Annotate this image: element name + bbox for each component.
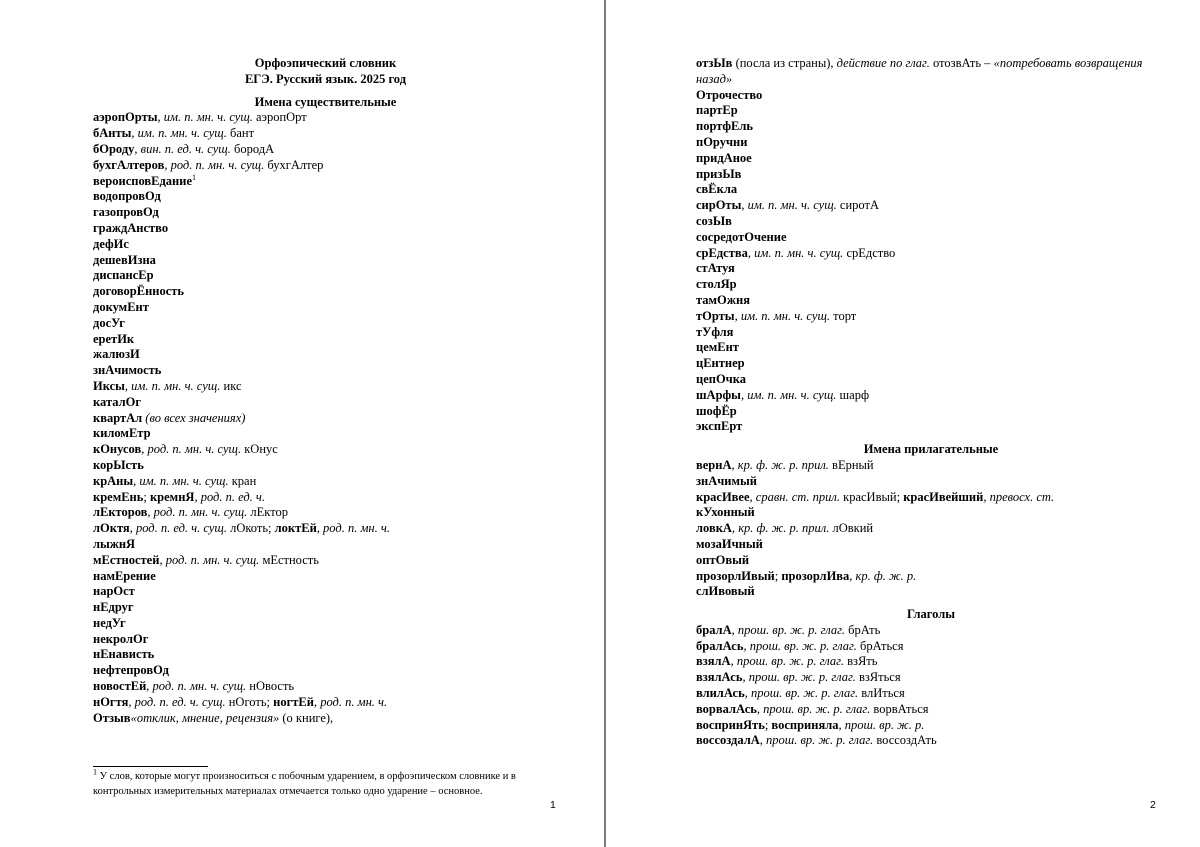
page-2-content [696,56,1166,749]
dictionary-entry [696,198,1166,214]
entry-word: срЕдства [696,245,748,260]
dictionary-entry [93,316,558,332]
entry-note: , род. п. ед. ч. сущ. [129,521,227,536]
entry-plain: аэропОрт [252,110,307,125]
entry-word: локтЕй [274,521,317,536]
entry-word: мЕстностей [93,552,160,567]
dictionary-entry [696,505,1166,521]
entry-plain: (о книге), [279,710,334,725]
entry-plain: взЯться [855,670,901,685]
entry-word: взялАсь [696,670,743,685]
dictionary-entry [93,268,558,284]
entry-note: , прош. вр. ж. р. глаг. [756,701,871,716]
dictionary-entry [93,553,558,569]
entry-word: досУг [93,315,125,330]
dictionary-entry [93,300,558,316]
noun-entry-list-continued [696,56,1166,435]
dictionary-entry [696,340,1166,356]
entry-word: свЁкла [696,182,738,197]
dictionary-entry [93,695,558,711]
dictionary-entry [93,711,558,727]
dictionary-entry [93,363,558,379]
entry-plain: нОготь; [225,694,274,709]
dictionary-entry [696,293,1166,309]
entry-note: , им. п. мн. ч. сущ. [124,378,221,393]
entry-note: , кр. ф. ж. р. прил. [731,521,830,536]
entry-word: оптОвый [696,552,750,567]
entry-plain: отозвАть – [929,56,994,70]
entry-word: договорЁнность [93,284,185,299]
entry-word: слИвовый [696,584,755,599]
entry-note: , род. п. мн. ч. [313,694,388,709]
page-2 [606,0,1200,847]
entry-word: докумЕнт [93,299,149,314]
dictionary-entry [93,332,558,348]
entry-word: нЕнависть [93,647,155,662]
dictionary-entry [93,569,558,585]
entry-word: портфЕль [696,119,753,134]
entry-word: сосредотОчение [696,229,787,244]
dictionary-entry [696,686,1166,702]
entry-word: тУфля [696,324,734,339]
entry-note: , род. п. мн. ч. сущ. [146,679,247,694]
entry-plain: бородА [230,141,275,156]
dictionary-entry [696,135,1166,151]
dictionary-entry [93,379,558,395]
entry-word: крАны [93,473,134,488]
entry-word: квартАл [93,410,143,425]
dictionary-entry [696,309,1166,325]
entry-word: кУхонный [696,505,755,520]
dictionary-entry [93,537,558,553]
entry-plain: брАть [845,622,881,637]
dictionary-entry [696,521,1166,537]
entry-note: , им. п. мн. ч. сущ. [741,198,837,213]
entry-plain: мЕстность [259,552,319,567]
entry-word: корЫсть [93,457,144,472]
entry-note: , род. п. мн. ч. сущ. [159,552,260,567]
entry-note: «потребовать возвращения назад» [696,56,1143,86]
dictionary-entry [696,88,1166,104]
entry-word: диспансЕр [93,268,154,283]
dictionary-entry [93,521,558,537]
entry-note: , сравн. ст. прил. [749,489,841,504]
footnote-marker: 1 [93,767,97,777]
entry-note: , им. п. мн. ч. сущ. [133,473,229,488]
entry-plain: ; [143,489,150,504]
dictionary-entry [696,490,1166,506]
entry-word: партЕр [696,103,738,118]
dictionary-entry [93,142,558,158]
entry-note: , род. п. ед. ч. сущ. [128,694,226,709]
entry-plain: торт [830,308,857,323]
entry-word: влилАсь [696,686,745,701]
entry-word: шофЁр [696,403,737,418]
dictionary-entry [93,474,558,490]
entry-plain: лОвкий [829,521,874,536]
page-number: 2 [1150,799,1156,811]
entry-word: нарОст [93,584,135,599]
entry-word: ворвалАсь [696,701,757,716]
dictionary-entry [696,119,1166,135]
entry-word: бралА [696,622,732,637]
entry-word: прозорлИвый [696,568,775,583]
entry-plain: кОнус [241,442,278,457]
entry-word: нефтепровОд [93,663,169,678]
entry-word: граждАнство [93,220,169,235]
entry-note: , им. п. мн. ч. сущ. [740,387,837,402]
entry-note: (во всех значениях) [142,410,246,425]
entry-word: дефИс [93,236,129,251]
dictionary-entry [696,670,1166,686]
entry-word: недУг [93,615,126,630]
entry-word: восприняла [771,717,839,732]
entry-note: , превосх. ст. [983,489,1055,504]
entry-word: знАчимость [93,363,162,378]
entry-word: стАтуя [696,261,735,276]
dictionary-entry [696,388,1166,404]
entry-word: цепОчка [696,371,746,386]
entry-word: вероисповЕдание [93,173,193,188]
dictionary-entry [696,718,1166,734]
dictionary-entry [696,553,1166,569]
entry-word: вернА [696,457,732,472]
entry-word: новостЕй [93,679,147,694]
entry-plain: ; [764,717,772,732]
entry-note: , прош. вр. ж. р. глаг. [759,733,874,748]
dictionary-entry [93,189,558,205]
dictionary-entry [696,103,1166,119]
entry-word: намЕрение [93,568,156,583]
title-line-1: Орфоэпический словник [254,56,397,70]
dictionary-entry [696,356,1166,372]
dictionary-entry [93,442,558,458]
entry-word: цемЕнт [696,340,739,355]
entry-word: кОнусов [93,442,142,457]
dictionary-entry [696,246,1166,262]
entry-word: аэропОрты [93,110,158,125]
dictionary-entry [93,284,558,300]
entry-plain: брАться [856,638,904,653]
entry-word: пОручни [696,134,748,149]
dictionary-entry [93,347,558,363]
noun-entry-list [93,110,558,726]
entry-note: , род. п. мн. ч. сущ. [141,442,242,457]
entry-word: некролОг [93,631,149,646]
entry-word: сирОты [696,198,742,213]
footnote-separator [93,766,208,767]
document-title [93,56,558,88]
entry-word: бухгАлтеров [93,157,165,172]
page-1-content [93,56,558,726]
dictionary-entry [696,56,1166,88]
entry-word: шАрфы [696,387,741,402]
dictionary-entry [93,158,558,174]
entry-note: «отклик, мнение, рецензия» [130,710,280,725]
entry-plain: ; [774,568,782,583]
entry-word: бАнты [93,126,132,141]
dictionary-entry [696,372,1166,388]
entry-plain: нОвость [246,679,295,694]
dictionary-entry [93,411,558,427]
entry-plain: бухгАлтер [264,157,324,172]
page-number: 1 [550,799,556,811]
entry-word: нОгтя [93,694,129,709]
dictionary-entry [93,395,558,411]
entry-note: , род. п. мн. ч. [316,521,390,536]
entry-plain: сиротА [836,198,879,213]
entry-plain: ворвАться [870,701,929,716]
entry-word: газопровОд [93,205,159,220]
entry-note: , им. п. мн. ч. сущ. [157,110,253,125]
entry-word: Отрочество [696,87,763,102]
dictionary-entry [93,174,558,190]
entry-word: жалюзИ [93,347,140,362]
entry-word: взялА [696,654,731,669]
dictionary-entry [696,419,1166,435]
entry-word: Отзыв [93,710,131,725]
dictionary-entry [93,221,558,237]
entry-word: цЕнтнер [696,356,745,371]
dictionary-entry [696,639,1166,655]
entry-word: экспЕрт [696,419,743,434]
entry-note: , вин. п. ед. ч. сущ. [134,141,231,156]
entry-plain: срЕдство [843,245,896,260]
entry-note: , им. п. мн. ч. сущ. [131,126,227,141]
entry-plain: взЯть [843,654,878,669]
entry-note: , прош. вр. ж. р. глаг. [744,686,859,701]
dictionary-entry [696,702,1166,718]
entry-plain: икс [220,378,242,393]
dictionary-entry [93,205,558,221]
section-heading-nouns: Имена существительные [254,94,397,109]
dictionary-entry [93,458,558,474]
entry-word: лыжнЯ [93,536,136,551]
footnote-reference: 1 [192,172,197,182]
entry-word: еретИк [93,331,135,346]
entry-word: мозаИчный [696,536,763,551]
entry-note: , прош. вр. ж. р. [838,717,925,732]
entry-note: , им. п. мн. ч. сущ. [734,308,831,323]
entry-word: Иксы [93,378,125,393]
entry-word: столЯр [696,277,737,292]
dictionary-entry [696,623,1166,639]
entry-word: ногтЕй [273,694,314,709]
dictionary-entry [93,584,558,600]
entry-word: киломЕтр [93,426,151,441]
entry-plain: шарф [836,387,870,402]
dictionary-entry [93,126,558,142]
entry-plain: вЕрный [828,457,874,472]
dictionary-entry [93,647,558,663]
adjective-entry-list [696,458,1166,600]
dictionary-entry [696,537,1166,553]
entry-note: , прош. вр. ж. р. глаг. [742,670,856,685]
entry-word: дешевИзна [93,252,156,267]
dictionary-entry [696,214,1166,230]
dictionary-entry [696,404,1166,420]
dictionary-entry [93,110,558,126]
entry-word: созЫв [696,213,732,228]
dictionary-entry [696,474,1166,490]
entry-word: красИвее [696,489,750,504]
entry-plain: кран [228,473,257,488]
dictionary-entry [93,426,558,442]
entry-note: действие по глаг. [836,56,930,70]
entry-word: отзЫв [696,56,733,70]
entry-note: , род. п. ед. ч. [194,489,265,504]
entry-word: воссоздалА [696,733,760,748]
entry-word: воспринЯть [696,717,765,732]
dictionary-entry [696,458,1166,474]
entry-word: бралАсь [696,638,744,653]
entry-plain: лОкоть; [226,521,275,536]
dictionary-entry [696,584,1166,600]
entry-word: водопровОд [93,189,161,204]
entry-plain: красИвый; [840,489,904,504]
entry-note: , им. п. мн. ч. сущ. [747,245,844,260]
entry-note: , прош. вр. ж. р. глаг. [731,622,846,637]
entry-plain: (посла из страны), [732,56,837,70]
footnote-text: У слов, которые могут произноситься с побочным ударением, в орфоэпическом словнике и в контрольных измерительных материалах отмечается только одно ударение – основное. [93,771,516,797]
section-heading-verbs: Глаголы [906,607,956,622]
entry-word: нЕдруг [93,600,134,615]
dictionary-entry [93,237,558,253]
entry-plain: бант [226,126,255,141]
footnote [93,767,558,799]
entry-note: , прош. вр. ж. р. глаг. [730,654,844,669]
entry-plain: лЕктор [247,505,289,520]
entry-plain: воссоздАть [873,733,937,748]
entry-word: тамОжня [696,292,750,307]
dictionary-entry [93,505,558,521]
dictionary-entry [696,654,1166,670]
entry-word: бОроду [93,141,135,156]
entry-word: каталОг [93,394,142,409]
entry-note: , прош. вр. ж. р. глаг. [743,638,857,653]
entry-plain: влИться [858,686,905,701]
entry-word: прозорлИва [781,568,850,583]
entry-word: кремЕнь [93,489,144,504]
dictionary-entry [93,616,558,632]
entry-word: лОктя [93,521,130,536]
entry-word: кремнЯ [149,489,195,504]
entry-word: знАчимый [696,473,757,488]
entry-word: придАное [696,150,752,165]
noun-entries [696,88,1166,436]
entry-note: , род. п. мн. ч. сущ. [164,157,265,172]
entry-note: , род. п. мн. ч. сущ. [147,505,248,520]
section-heading-adjectives: Имена прилагательные [863,442,999,457]
entry-note: , кр. ф. ж. р. прил. [731,457,829,472]
dictionary-entry [696,230,1166,246]
entry-note: , кр. ф. ж. р. [849,568,917,583]
dictionary-entry [93,632,558,648]
dictionary-entry [696,182,1166,198]
dictionary-entry [696,277,1166,293]
entry-word: тОрты [696,308,735,323]
entry-word: призЫв [696,166,742,181]
title-line-2: ЕГЭ. Русский язык. 2025 год [244,71,407,86]
verb-entry-list [696,623,1166,749]
dictionary-entry [93,679,558,695]
dictionary-entry [696,325,1166,341]
dictionary-entry [696,261,1166,277]
dictionary-entry [93,490,558,506]
entry-word: красИвейший [903,489,984,504]
entry-word: лЕкторов [93,505,148,520]
dictionary-entry [696,151,1166,167]
dictionary-entry [696,167,1166,183]
dictionary-entry [696,569,1166,585]
entry-word: ловкА [696,521,732,536]
dictionary-entry [93,253,558,269]
dictionary-entry [696,733,1166,749]
dictionary-entry [93,663,558,679]
dictionary-entry [93,600,558,616]
